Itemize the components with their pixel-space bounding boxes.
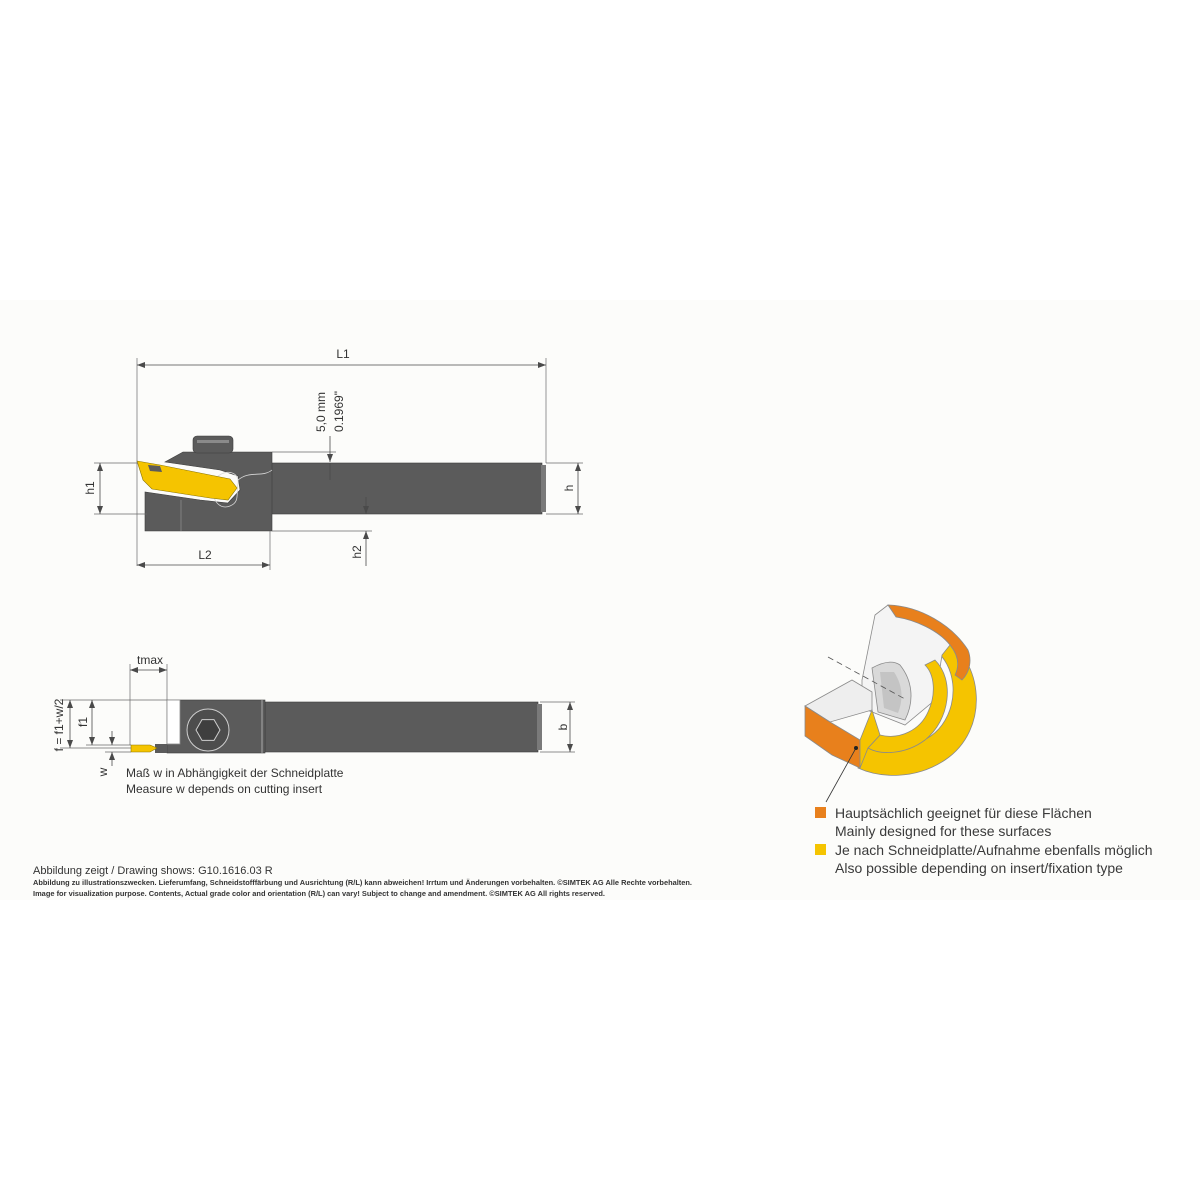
h2-label: h2 (350, 545, 364, 559)
insert-seat-top (155, 744, 167, 753)
h-label: h (562, 484, 576, 492)
clamp-screw-highlight (197, 440, 229, 443)
w-label: w (96, 767, 110, 777)
w-note-de: Maß w in Abhängigkeit der Schneidplatte (126, 766, 344, 780)
insert-chipbreaker (148, 465, 162, 472)
shank (270, 463, 542, 514)
L2-label: L2 (198, 548, 212, 562)
drawing-shows: Abbildung zeigt / Drawing shows: G10.1616.03 R (33, 865, 273, 877)
L1-label: L1 (336, 347, 350, 361)
f-label: f = f1+w/2 (52, 698, 66, 752)
h1-label: h1 (83, 481, 97, 495)
clamp-screw (193, 436, 233, 453)
legend-secondary-de: Je nach Schneidplatte/Aufnahme ebenfalls möglich (835, 842, 1153, 858)
clearance-metric-label: 5,0 mm (314, 391, 328, 432)
shank-end-chamfer (541, 465, 546, 512)
shank-top-end-chamfer (537, 704, 542, 750)
disclaimer-de: Abbildung zu illustrationszwecken. Lieferumfang, Schneidstofffärbung und Ausrichtung (R/L) kann abweichen! Irrtum und Änderungen vorbehalten. ©SIMTEK AG Alle Rechte vorbehalten. (33, 880, 655, 887)
leader-dot (854, 746, 858, 750)
legend-swatch-secondary (815, 844, 826, 855)
legend-secondary-en: Also possible depending on insert/fixation type (835, 860, 1123, 876)
clearance-imperial-label: 0.1969" (332, 391, 346, 432)
w-note-en: Measure w depends on cutting insert (126, 782, 323, 796)
head-front-face (167, 700, 180, 744)
legend-swatch-primary (815, 807, 826, 818)
f1-label: f1 (76, 716, 90, 728)
disclaimer-en: Image for visualization purpose. Contents, Actual grade color and orientation (R/L) can vary! Subject to change and amendment. ©SIMTEK AG All rights reserved. (33, 891, 572, 898)
b-label: b (556, 723, 570, 731)
legend-primary-en: Mainly designed for these surfaces (835, 823, 1052, 839)
tmax-label: tmax (136, 653, 164, 667)
legend-primary-de: Hauptsächlich geeignet für diese Flächen (835, 805, 1092, 821)
shank-top (265, 702, 538, 752)
